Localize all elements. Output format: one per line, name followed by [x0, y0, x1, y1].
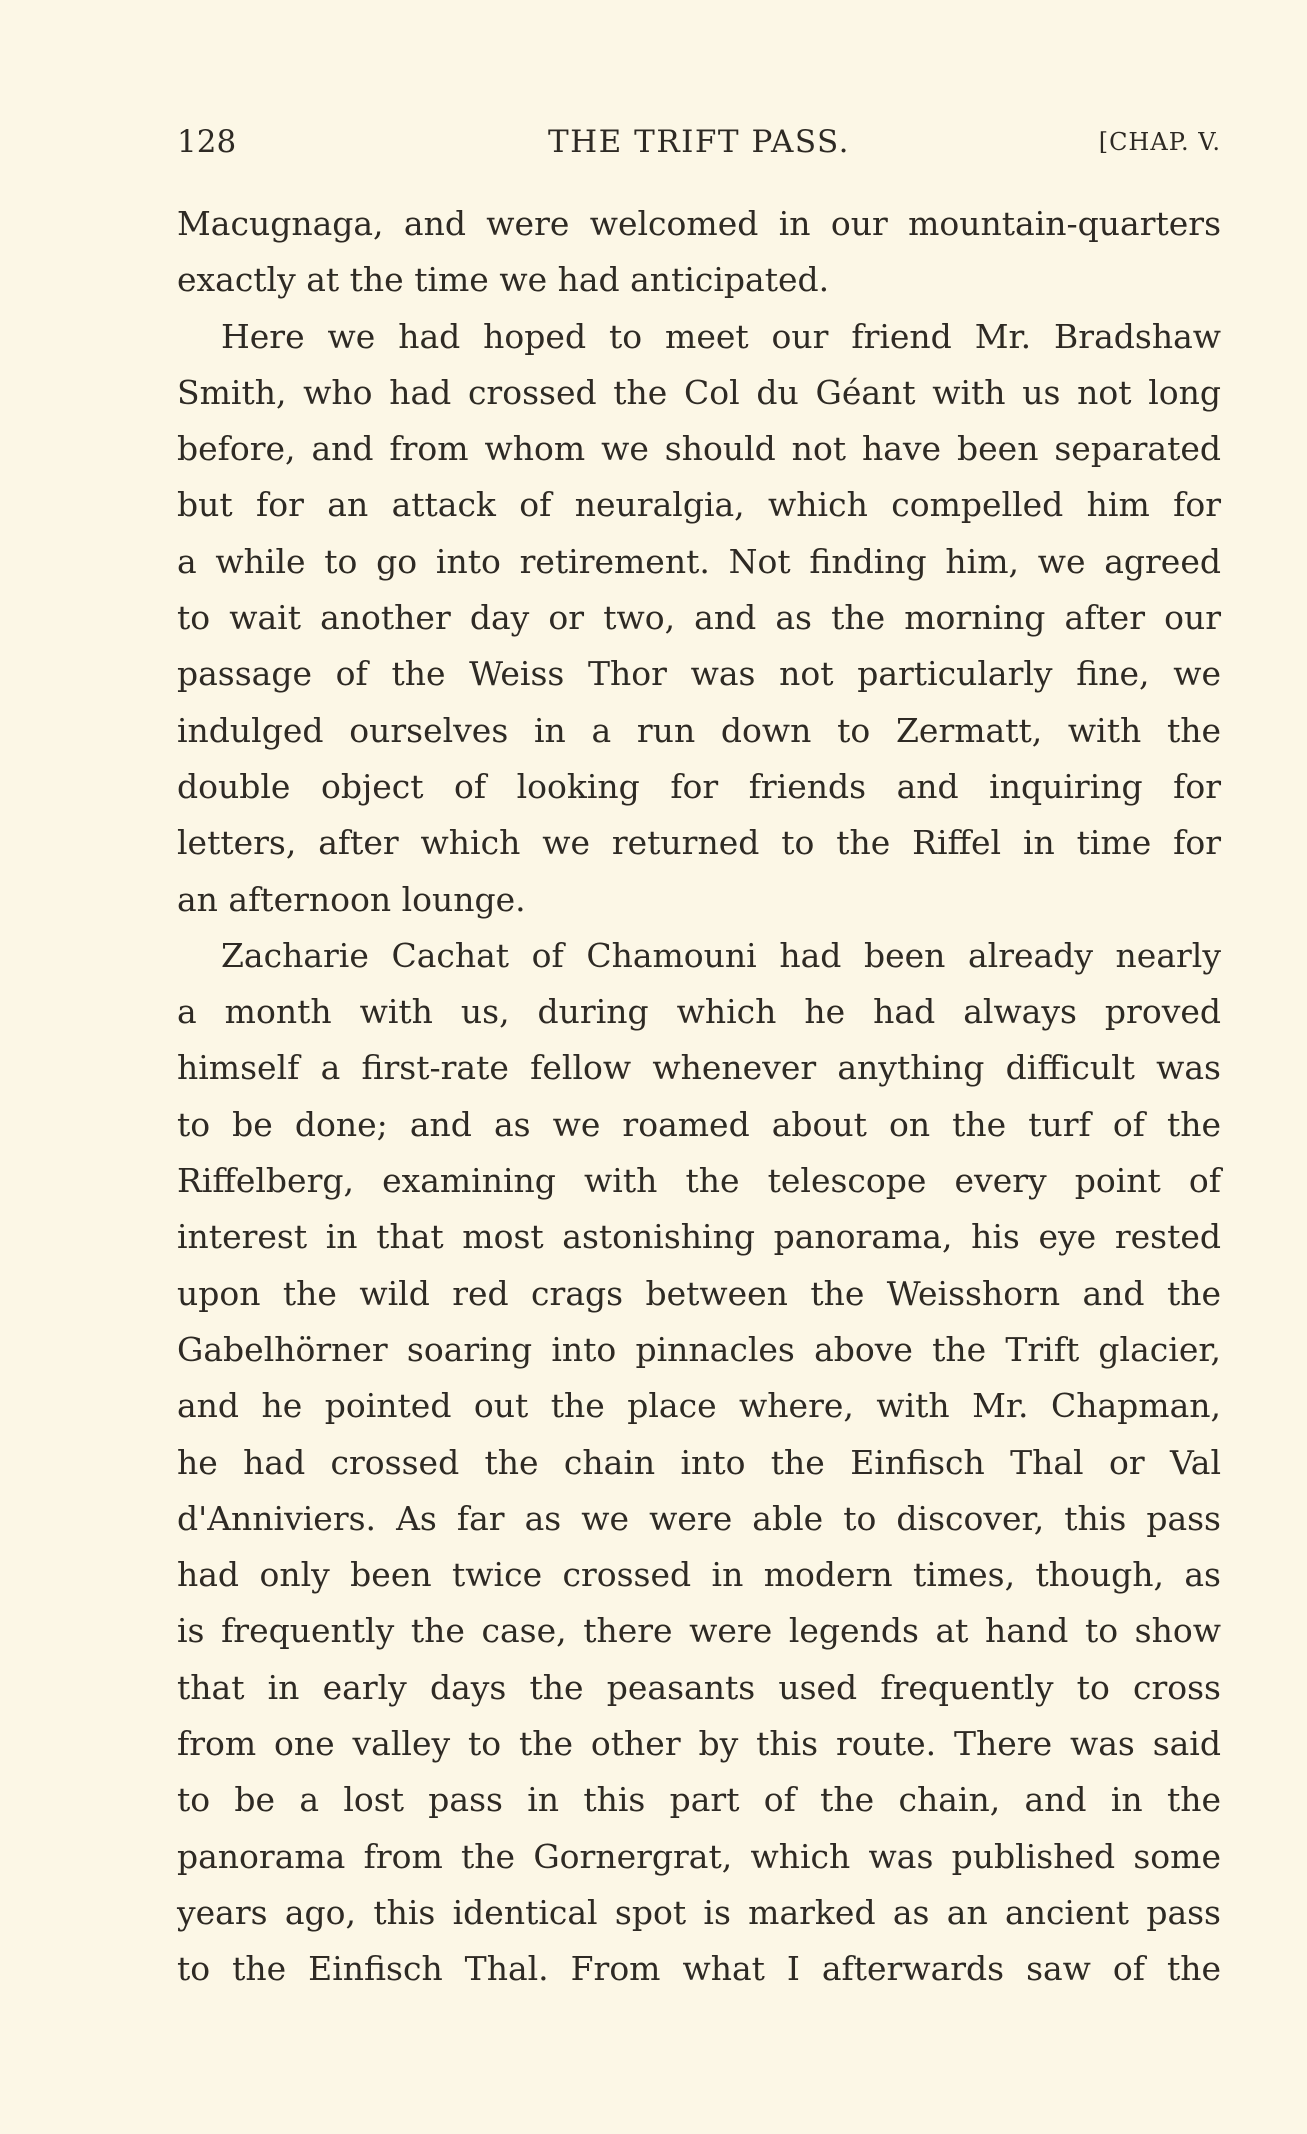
text-line: to wait another day or two, and as the morning after our: [177, 598, 1221, 638]
text-line: a month with us, during which he had always proved: [177, 992, 1221, 1032]
running-title: THE TRIFT PASS.: [547, 124, 851, 160]
text-line: himself a first-rate fellow whenever anything difficult was: [177, 1048, 1221, 1088]
text-line: passage of the Weiss Thor was not particularly fine, we: [177, 654, 1221, 694]
text-line: but for an attack of neuralgia, which compelled him for: [177, 485, 1221, 525]
running-head: [177, 118, 1221, 166]
text-line: Macugnaga, and were welcomed in our mountain-quarters: [177, 204, 1221, 243]
text-line: to the Einfisch Thal. From what I afterwards saw of the: [177, 1949, 1221, 1989]
text-line: is frequently the case, there were legends at hand to show: [177, 1611, 1221, 1651]
text-line: and he pointed out the place where, with Mr. Chapman,: [177, 1386, 1221, 1426]
text-line: Smith, who had crossed the Col du Géant with us not long: [177, 372, 1221, 412]
text-line: an afternoon lounge.: [177, 879, 526, 919]
text-line: he had crossed the chain into the Einfisch Thal or Val: [177, 1442, 1221, 1482]
text-line: to be done; and as we roamed about on the turf of the: [177, 1104, 1221, 1144]
text-line: indulged ourselves in a run down to Zermatt, with the: [177, 710, 1221, 750]
text-line: panorama from the Gornergrat, which was published some: [177, 1836, 1221, 1876]
text-line: to be a lost pass in this part of the chain, and in the: [177, 1780, 1221, 1820]
text-line: had only been twice crossed in modern times, though, as: [177, 1555, 1221, 1595]
page-number: 128: [177, 124, 237, 160]
text-line: interest in that most astonishing panorama, his eye rested: [177, 1217, 1221, 1257]
text-line: Riffelberg, examining with the telescope every point of: [177, 1161, 1221, 1201]
text-line: d'Anniviers. As far as we were able to discover, this pass: [177, 1498, 1221, 1538]
text-line: letters, after which we returned to the Riffel in time for: [177, 823, 1221, 863]
text-line: exactly at the time we had anticipated.: [177, 260, 830, 300]
text-line: upon the wild red crags between the Weisshorn and the: [177, 1273, 1221, 1313]
text-line: from one valley to the other by this route. There was said: [177, 1724, 1221, 1764]
text-line: Zacharie Cachat of Chamouni had been already nearly: [221, 935, 1221, 975]
text-line: that in early days the peasants used frequently to cross: [177, 1667, 1221, 1707]
text-line: double object of looking for friends and inquiring for: [177, 766, 1221, 806]
text-line: years ago, this identical spot is marked as an ancient pass: [177, 1892, 1221, 1932]
body-text: [177, 196, 1221, 1998]
text-line: Gabelhörner soaring into pinnacles above the Trift glacier,: [177, 1329, 1221, 1369]
text-line: Here we had hoped to meet our friend Mr. Bradshaw: [221, 316, 1221, 356]
chapter-reference: [CHAP. V.: [1098, 128, 1221, 156]
text-line: before, and from whom we should not have been separated: [177, 429, 1221, 469]
text-line: a while to go into retirement. Not finding him, we agreed: [177, 541, 1221, 581]
